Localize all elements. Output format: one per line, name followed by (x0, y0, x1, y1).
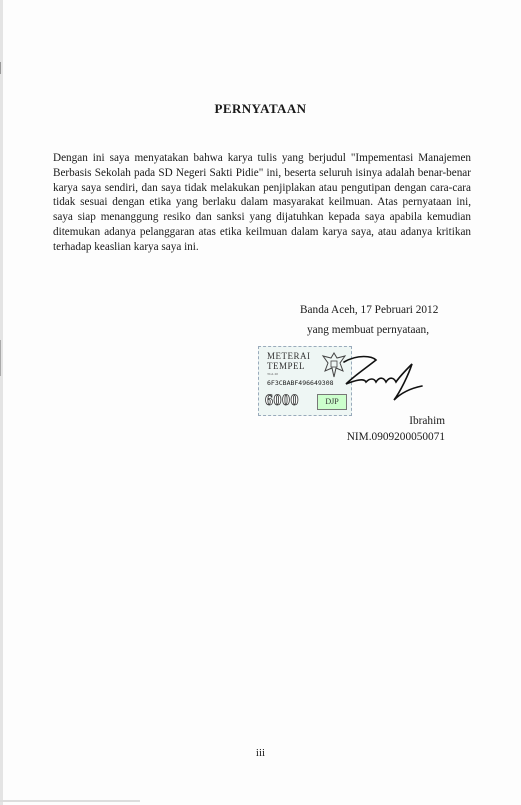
stamp-code: DJP (317, 394, 347, 410)
page-number: iii (255, 747, 266, 759)
stamp-value: 6000 (265, 392, 299, 409)
stamp-line1: METERAI (267, 351, 311, 361)
page-edge-shadow (0, 0, 3, 805)
stamp-serial: 6F3CBABF496649308 (267, 379, 334, 387)
scan-mark (0, 62, 1, 74)
stamp-line2: TEMPEL (267, 361, 305, 371)
scan-mark (0, 340, 1, 376)
statement-paragraph (53, 151, 471, 255)
handwritten-signature (336, 348, 426, 404)
signer-nim: NIM.0909200050071 (346, 431, 445, 443)
stamp-small-text: TGL 20 (267, 372, 279, 376)
maker-label: yang membuat pernyataan, (307, 324, 430, 336)
signer-name: Ibrahim (409, 415, 445, 427)
scan-edge (0, 800, 140, 802)
statement-text: Dengan ini saya menyatakan bahwa karya tulis yang berjudul "Impementasi Manajemen Berbasis Sekolah pada SD Negeri Sakti Pidie" ini, beserta seluruh isinya adalah benar-benar karya saya sendiri, dan saya tidak melakukan penjiplakan atau pengutipan dengan cara-cara tidak sesuai dengan etika yang berlaku dalam masyarakat keilmuan. Atas pernyataan ini, saya siap menanggung resiko dan sanksi yang dijatuhkan kepada saya apabila kemudian ditemukan adanya pelanggaran atas etika keilmuan dalam karya saya, atau adanya kritikan terhadap keaslian karya saya ini. (53, 152, 471, 253)
place-date: Banda Aceh, 17 Pebruari 2012 (300, 304, 439, 316)
page-title: PERNYATAAN (214, 101, 307, 116)
